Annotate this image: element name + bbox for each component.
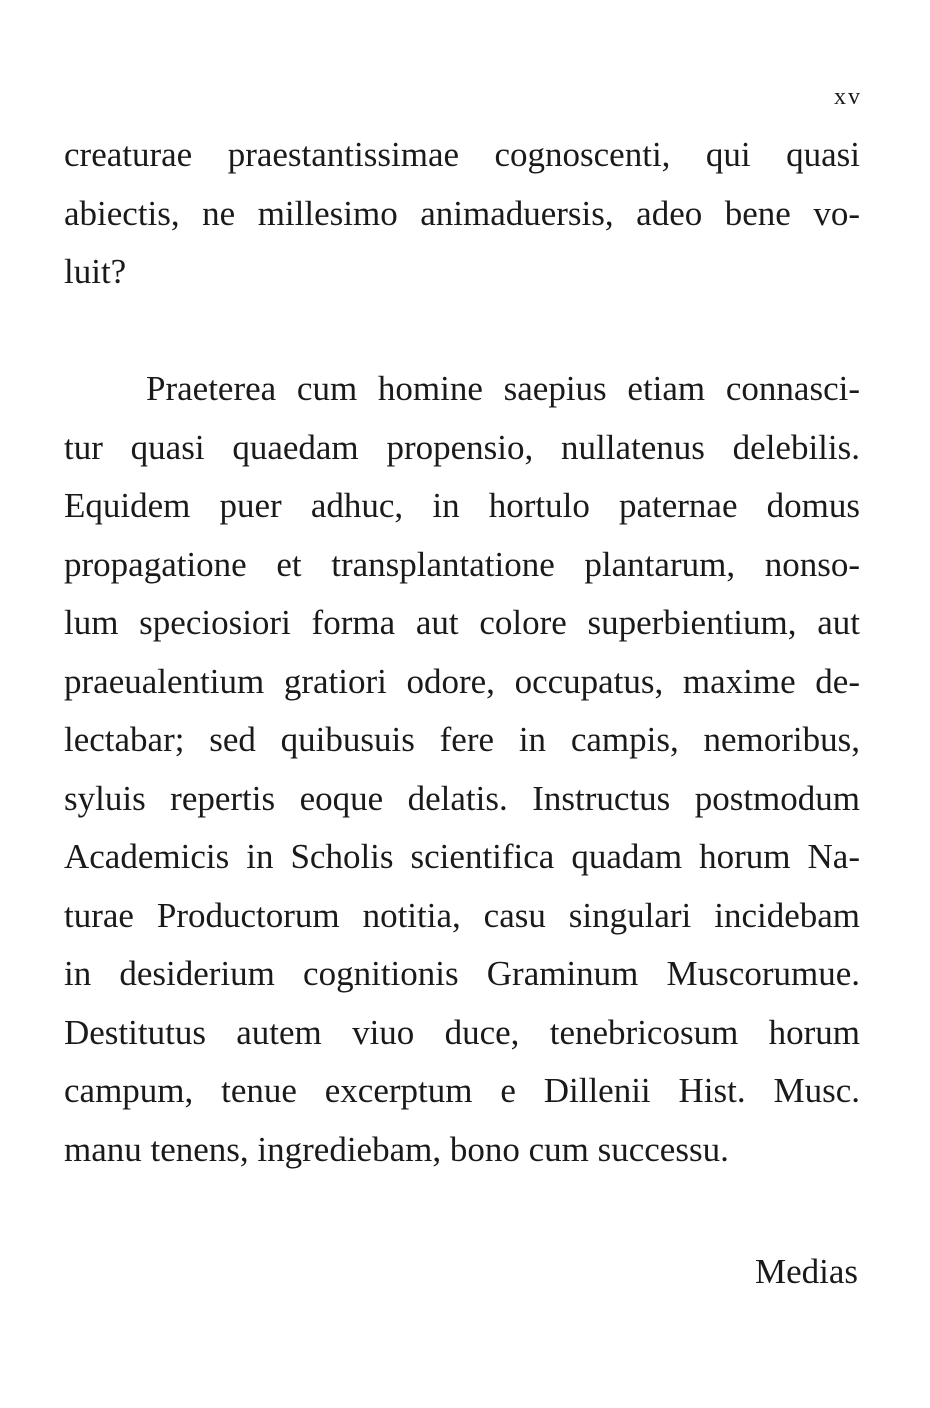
- text-line: Equidem puer adhuc, in hortulo paternae domus: [64, 486, 860, 525]
- text-line: manu tenens, ingrediebam, bono cum successu.: [64, 1129, 729, 1169]
- paragraph-1: [64, 126, 860, 302]
- text-line: lum speciosiori forma aut colore superbientium, aut: [64, 603, 860, 642]
- text-line: turae Productorum notitia, casu singulari incidebam: [64, 895, 860, 935]
- text-line: Academicis in Scholis scientifica quadam horum Na-: [64, 837, 860, 876]
- text-line: lectabar; sed quibusuis fere in campis, nemoribus,: [64, 720, 860, 759]
- catchword: Medias: [754, 1252, 858, 1291]
- text-line: praeualentium gratiori odore, occupatus, maxime de-: [64, 661, 860, 701]
- text-line: creaturae praestantissimae cognoscenti, qui quasi: [64, 135, 860, 174]
- text-line: propagatione et transplantatione plantarum, nonso-: [64, 544, 860, 584]
- text-line: tur quasi quaedam propensio, nullatenus delebilis.: [64, 427, 860, 467]
- paragraph-2: [64, 360, 860, 1179]
- text-line: luit?: [64, 252, 127, 291]
- text-line: Destitutus autem viuo duce, tenebricosum horum: [64, 1012, 860, 1052]
- text-line: Praeterea cum homine saepius etiam connasci-: [146, 369, 860, 408]
- text-line: in desiderium cognitionis Graminum Muscorumue.: [64, 954, 860, 993]
- text-line: abiectis, ne millesimo animaduersis, adeo bene vo-: [64, 193, 860, 233]
- text-line: syluis repertis eoque delatis. Instructus postmodum: [64, 778, 860, 818]
- text-line: campum, tenue excerptum e Dillenii Hist. Musc.: [64, 1071, 860, 1110]
- page-number: xv: [834, 84, 862, 110]
